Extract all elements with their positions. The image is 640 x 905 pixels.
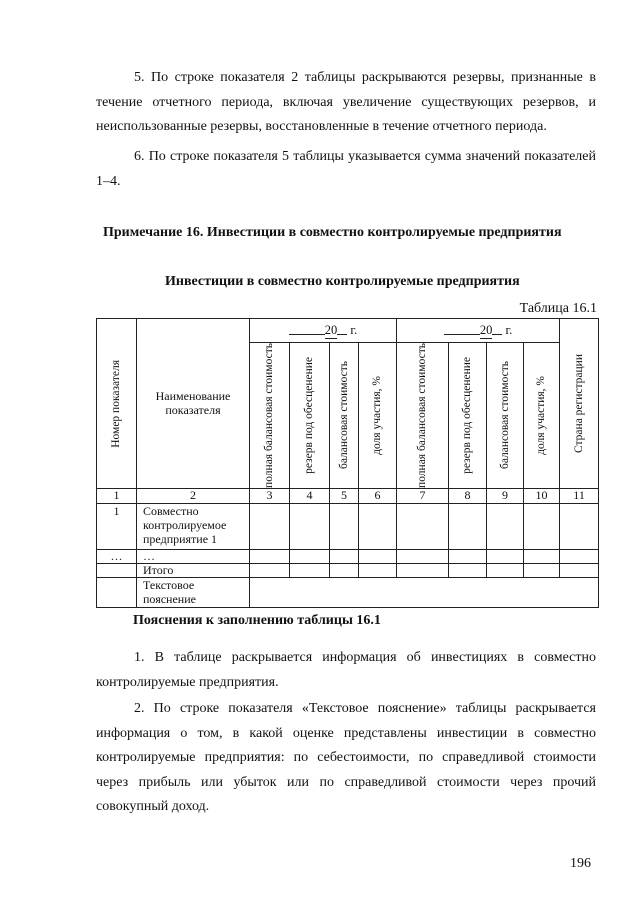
table-caption: Таблица 16.1 [519, 301, 597, 316]
header-period-2 [397, 319, 560, 343]
col-num-6: 6 [359, 488, 397, 503]
col-num-3: 3 [250, 488, 290, 503]
period-1-year: 20 [324, 323, 338, 337]
header-name-label: Наименование показателя [155, 388, 231, 417]
header-name [137, 319, 250, 489]
explain-paragraph-1: 1. В таблице раскрывается информация об инвестициях в совместно контролируемые предприятия. [96, 650, 596, 690]
table-row-total [97, 563, 599, 577]
header-period-1 [250, 319, 397, 343]
col-num-1: 1 [97, 488, 137, 503]
period-2-suffix: г. [505, 323, 513, 337]
header-p2-reserve: резерв под обесценение [461, 357, 474, 474]
header-p1-full-value: полная балансовая стоимость [263, 343, 275, 488]
table-title: Инвестиции в совместно контролируемые предприятия [165, 274, 520, 289]
page-number: 196 [570, 856, 591, 871]
header-number-label: Номер показателя [110, 359, 122, 448]
header-p2-full-value: полная балансовая стоимость [416, 343, 429, 488]
col-num-2: 2 [137, 488, 250, 503]
explain-paragraph-2: 2. По строке показателя «Текстовое пояснение» таблицы раскрывается информация о том, в какой оценке представлены инвестиции в совместно контролируемые предприятия: по себестоимости, по справедливой стоимости через прибыль или убыток или по справедливой стоимости через прочий совокупный доход. [96, 701, 596, 814]
row-number [97, 563, 137, 577]
row-number [97, 577, 137, 607]
row-name: Совместно контролируемое предприятие 1 [137, 503, 250, 549]
table-row [97, 503, 599, 549]
col-num-5: 5 [330, 488, 359, 503]
explain-heading: Пояснения к заполнению таблицы 16.1 [133, 613, 381, 628]
period-2-year: 20 [479, 323, 493, 337]
header-p1-book-value: балансовая стоимость [337, 361, 350, 470]
table-row-text-note [97, 577, 599, 607]
row-name: … [137, 549, 250, 563]
col-num-11: 11 [560, 488, 599, 503]
investments-table [96, 318, 599, 608]
header-p2-book-value: балансовая стоимость [498, 361, 511, 470]
row-number: 1 [97, 503, 137, 549]
table-row [97, 549, 599, 563]
row-number: … [97, 549, 137, 563]
col-num-10: 10 [524, 488, 560, 503]
header-p1-share: доля участия, % [371, 376, 384, 455]
row-name: Текстовое пояснение [137, 577, 250, 607]
note-heading: Примечание 16. Инвестиции в совместно контролируемые предприятия [103, 225, 562, 240]
column-number-row [97, 488, 599, 503]
header-p1-reserve: резерв под обесценение [303, 357, 315, 474]
header-number [97, 319, 137, 489]
header-country-label: Страна регистрации [572, 353, 585, 453]
row-name: Итого [137, 563, 250, 577]
paragraph-5: 5. По строке показателя 2 таблицы раскрываются резервы, признанные в течение отчетного периода, включая увеличение существующих резервов, и неиспользованные резервы, восстановленные в течение отчетного периода. [96, 70, 596, 134]
col-num-7: 7 [397, 488, 449, 503]
col-num-8: 8 [449, 488, 487, 503]
col-num-4: 4 [290, 488, 330, 503]
col-num-9: 9 [487, 488, 524, 503]
header-row-periods [97, 319, 599, 343]
header-p2-share: доля участия, % [535, 376, 548, 455]
paragraph-6: 6. По строке показателя 5 таблицы указывается сумма значений показателей 1–4. [96, 149, 596, 189]
header-country [560, 319, 599, 489]
period-1-suffix: г. [350, 323, 358, 337]
